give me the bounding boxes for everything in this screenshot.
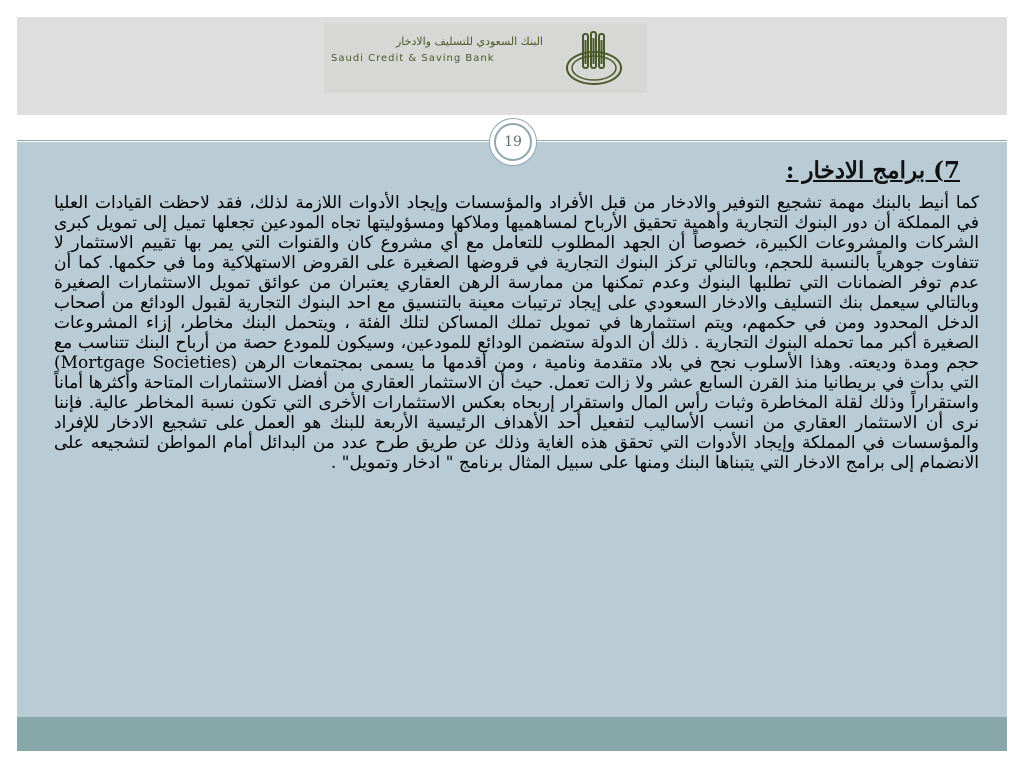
footer-band	[17, 717, 1007, 751]
body-paragraph: كما أنيط بالبنك مهمة تشجيع التوفير والادخار من قبل الأفراد والمؤسسات وإيجاد الأدوات اللازمة لذلك، فقد لاحظت القيادات العليا في المملكة أن دور البنوك التجارية وأهمية تحقيق الأرباح لمساهميها وملاكها ومسؤوليتها تجاه المودعين تجعلها تميل إلى تمويل كبرى الشركات والمشروعات الكبيرة، خصوصاً أن الجهد المطلوب للتعامل مع أي مشروع كان والقنوات التي يمر بها تقييم الاستثمار لا تتفاوت جوهرياً بالنسبة للحجم، وبالتالي تركز البنوك التجارية في قروضها الصغيرة على القروض الاستهلاكية وما في حكمها. كما أن عدم توفر الضمانات التي تطلبها البنوك وعدم تمكنها من ممارسة الرهن العقاري يعتبران من عوائق تمويل الاستثمارات الصغيرة وبالتالي سيعمل بنك التسليف والادخار السعودي على إيجاد ترتيبات معينة بالتنسيق مع احد البنوك التجارية لقبول الودائع من أصحاب الدخل المحدود ومن في حكمهم، ويتم استثمارها في تمويل تملك المساكن لتلك الفئة ، ويتحمل البنك مخاطر، إزاء المشروعات الصغيرة أكبر مما تحمله البنوك التجارية . ذلك أن الدولة ستضمن الودائع للمودعين، وسيكون للمودع حصة من أرباح البنك تتناسب مع حجم ومدة وديعته. وهذا الأسلوب نجح في بلاد متقدمة ونامية ، ومن أقدمها ما يسمى بمجتمعات الرهن (Mortgage Societies) التي بدأت في بريطانيا منذ القرن السابع عشر ولا زالت تعمل. حيث أن الاستثمار العقاري من أفضل الاستثمارات المتاحة وأكثرها أماناً واستقراراً وذلك لقلة المخاطرة وثبات رأس المال واستقرار إربحاه بعكس الاستثمارات الأخرى التي تكون نسبة المخاطر عالية. فإننا نرى أن الاستثمار العقاري من انسب الأساليب لتفعيل أحد الأهداف الرئيسية الأربعة للبنك هو العمل على تشجيع الادخار للإفراد والمؤسسات في المملكة وإيجاد الأدوات التي تحقق هذه الغاية وذلك عن طريق طرح عدد من البدائل أمام المواطن لتشجيعه على الانضمام إلى برامج الادخار التي يتبناها البنك ومنها على سبيل المثال برنامج " ادخار وتمويل" .	[54, 193, 979, 473]
page-number: 19	[494, 123, 532, 161]
section-title: 7) برامج الادخار :	[785, 157, 960, 184]
bank-logo	[324, 23, 647, 93]
bank-emblem-icon	[563, 28, 625, 88]
logo-arabic-text: البنك السعودي للتسليف والادخار	[395, 35, 543, 48]
header-band	[17, 17, 1007, 115]
page-number-badge	[489, 118, 537, 166]
slide	[17, 17, 1007, 751]
logo-english-text: Saudi Credit & Saving Bank	[331, 53, 495, 64]
